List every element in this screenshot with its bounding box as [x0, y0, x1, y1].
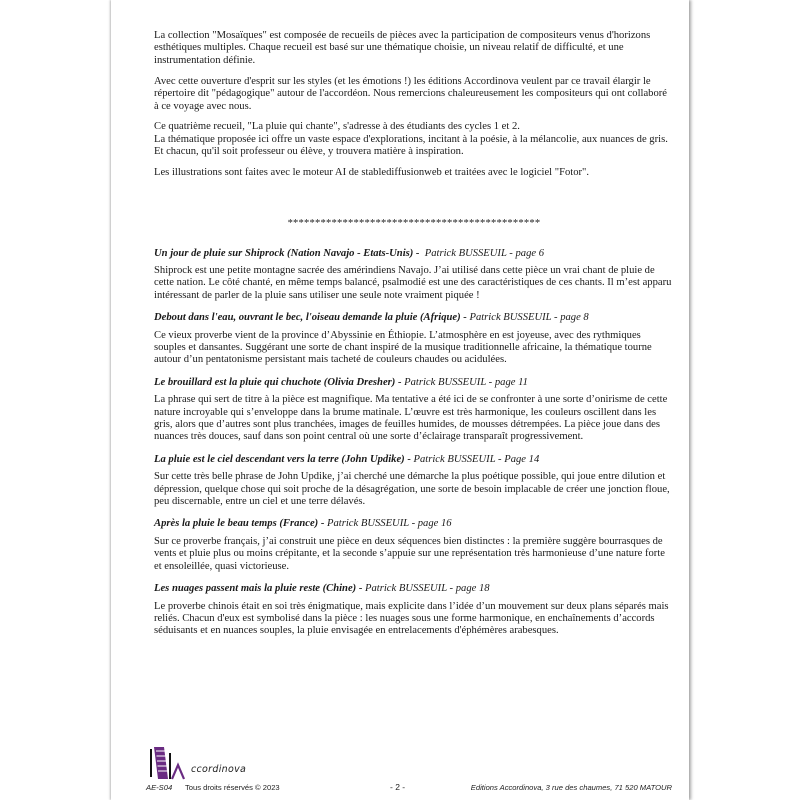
- page-content: [154, 30, 674, 646]
- page-number: - 2 -: [390, 782, 406, 792]
- entry-heading: [154, 377, 674, 389]
- intro-paragraph-4: La thématique proposée ici offre un vaste espace d'explorations, incitant à la poésie, à la mélancolie, aux nuances de gris. Et chacun, qu'il soit professeur ou élève, y trouvera matière à inspiration.: [154, 133, 668, 158]
- intro-section: [154, 30, 674, 180]
- entry-heading: [154, 454, 674, 466]
- entry: [154, 583, 674, 638]
- entry-author: Patrick BUSSEUIL - Page 14: [413, 453, 540, 465]
- entry: [154, 518, 674, 573]
- separator-stars: **********************************************: [287, 217, 541, 229]
- entry-heading: [154, 312, 674, 324]
- entry: [154, 454, 674, 509]
- logo-text: ccordinova: [191, 764, 247, 775]
- entries-list: [154, 248, 674, 638]
- entry-heading: [154, 248, 674, 260]
- intro-paragraph-3: Ce quatrième recueil, "La pluie qui chante", s'adresse à des étudiants des cycles 1 et 2.: [154, 121, 520, 133]
- intro-paragraph-5: Les illustrations sont faites avec le moteur AI de stablediffusionweb et traitées avec le logiciel "Fotor".: [154, 167, 590, 179]
- footer-editions: Editions Accordinova, 3 rue des chaumes, 71 520 MATOUR: [470, 783, 672, 792]
- entry-heading: [154, 518, 674, 530]
- entry-title: Debout dans l'eau, ouvrant le bec, l'oiseau demande la pluie (Afrique) -: [154, 312, 467, 324]
- entry-title: Après la pluie le beau temps (France) -: [154, 518, 325, 530]
- footer-code: AE-S04: [146, 783, 173, 792]
- entry-body: La phrase qui sert de titre à la pièce est magnifique. Ma tentative a été ici de se confronter à une sorte d’onirisme de cette nature incroyable qui s’enveloppe dans la brume matinale. L’œuvre est très harmonique, les couleurs oscillent dans les gris, alors que d’autres sont plus tranchées, images de feuilles humides, de mousses détrempées. La pièce joue dans des nuances très douces, sauf dans son point central où une sorte d’éclairage transparaît progressivement.: [154, 394, 668, 443]
- entry-title: La pluie est le ciel descendant vers la terre (John Updike) -: [154, 453, 411, 465]
- entry-title: Les nuages passent mais la pluie reste (Chine) -: [154, 583, 363, 595]
- document-page: [111, 0, 689, 800]
- entry-body: Sur cette très belle phrase de John Updike, j’ai cherché une démarche la plus poétique possible, qui joue entre dilution et dépression, quelque chose qui soit proche de la désagrégation, une sorte de besoin implacable de créer une jonction floue, peu discernable, entre un ciel et une terre délavés.: [154, 471, 670, 508]
- intro-paragraph-2: Avec cette ouverture d'esprit sur les styles (et les émotions !) les éditions Accordinova veulent par ce travail élargir le répertoire dit "pédagogique" autour de l'accordéon. Nous remercions chaleureusement les compositeurs qui ont collaboré à ce voyage avec nous.: [154, 75, 667, 112]
- entry: [154, 377, 674, 444]
- entry-body: Shiprock est une petite montagne sacrée des amérindiens Navajo. J’ai utilisé dans cette pièce un vrai chant de pluie de cette nation. Le côté chanté, en même temps balancé, psalmodié est une des caractéristiques de ces chants. Il m’est apparu intéressant de parler de la pluie sans utiliser une seule note vraiment piquée !: [154, 264, 672, 301]
- entry-author: Patrick BUSSEUIL - page 8: [469, 312, 589, 324]
- entry-title: Le brouillard est la pluie qui chuchote (Olivia Dresher) -: [154, 376, 402, 388]
- page-footer: [111, 745, 689, 795]
- entry: [154, 248, 674, 303]
- entry-heading: [154, 583, 674, 595]
- accordion-logo-icon: [142, 745, 232, 781]
- entry-body: Le proverbe chinois était en soi très énigmatique, mais explicite dans l’idée d’un mouvement sur deux plans séparés mais reliés. Chacun d'eux est symbolisé dans la pièce : les nuages sous une forme harmonique, en enchaînements d’accords séduisants et en nuances souples, la pluie envisagée en entrelacements d'éphémères arabesques.: [154, 600, 669, 637]
- entry: [154, 312, 674, 367]
- entry-body: Ce vieux proverbe vient de la province d’Abyssinie en Éthiopie. L’atmosphère en est joyeuse, avec des rythmiques souples et dansantes. Suggérant une sorte de chant inspiré de la musique traditionnelle africaine, la thématique tourne autour d’un pentatonisme persistant mais tacheté de couleurs chaudes ou acidulées.: [154, 329, 652, 366]
- entry-author: Patrick BUSSEUIL - page 16: [327, 518, 452, 530]
- entry-title: Un jour de pluie sur Shiprock (Nation Navajo - Etats-Unis) -: [154, 247, 420, 259]
- entry-author: Patrick BUSSEUIL - page 11: [404, 376, 528, 388]
- intro-paragraph-1: La collection "Mosaïques" est composée de recueils de pièces avec la participation de compositeurs venus d'horizons esthétiques multiples. Chaque recueil est basé sur une thématique choisie, un niveau relatif de difficulté, et une instrumentation définie.: [154, 30, 651, 66]
- footer-rights: Tous droits réservés © 2023: [185, 783, 280, 792]
- accordinova-logo: [142, 745, 247, 781]
- entry-author: Patrick BUSSEUIL - page 6: [424, 247, 545, 259]
- entry-author: Patrick BUSSEUIL - page 18: [365, 583, 490, 595]
- entry-body: Sur ce proverbe français, j’ai construit une pièce en deux séquences bien distinctes : la première suggère bourrasques de vents et pluie plus ou moins crépitante, et la seconde s’appuie sur une représentation très harmonieuse d’une nature forte et ensoleillée, quasi victorieuse.: [154, 535, 665, 572]
